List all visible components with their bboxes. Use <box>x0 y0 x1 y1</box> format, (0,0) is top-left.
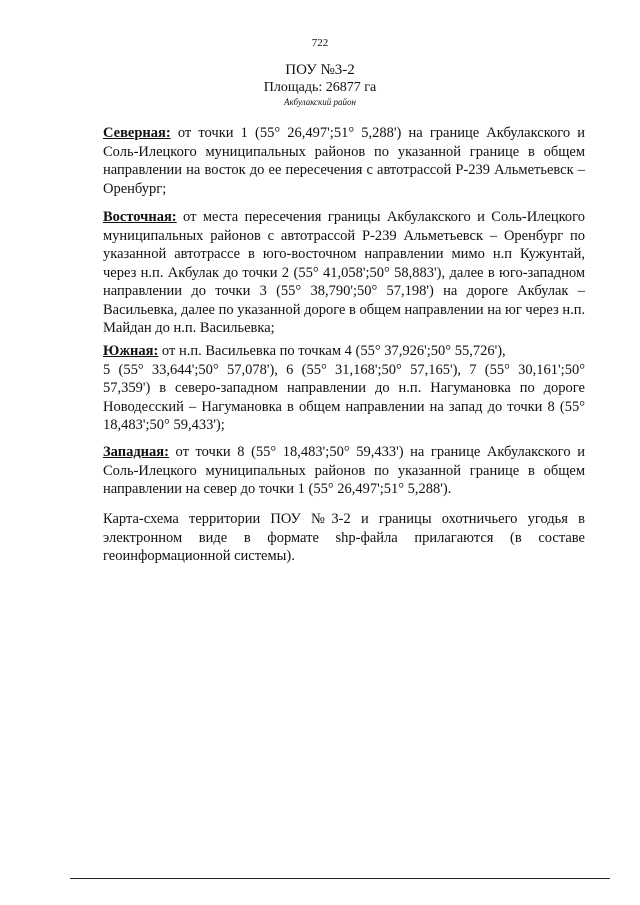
section-south-line-4: 18,483';50° 59,433'); <box>103 417 225 433</box>
section-east-line-3: через н.п. Акбулак до точки 2 (55° 41,058';50° 58,883'), далее в юго-западном <box>103 264 585 281</box>
section-south <box>103 342 585 435</box>
section-south-line-3: Новодесский – Нагумановка в общем направлении на запад до точки 8 (55° <box>103 398 585 415</box>
text-line <box>103 124 585 143</box>
section-note <box>103 510 585 566</box>
section-north-line-2: направлении на восток до ее пересечения с автотрассой Р-239 Альметьевск – <box>103 162 585 178</box>
section-label-north: Северная: <box>103 125 171 141</box>
section-west-line-2: направлении на север до точки 1 (55° 26,497';51° 5,288'). <box>103 481 452 497</box>
section-west-line-0: от точки 8 (55° 18,483';50° 59,433') на границе Акбулакского и <box>168 444 585 460</box>
section-east <box>103 208 585 338</box>
section-east-line-4: направлении до точки 3 (55° 38,790';50° 57,198') на дороге Акбулак – <box>103 283 585 299</box>
section-north-line-1: Соль-Илецкого муниципальных районов по указанной границе в общем <box>103 143 585 160</box>
section-west <box>103 443 585 499</box>
section-west-line-1: Соль-Илецкого муниципальных районов по указанной границе в общем <box>103 462 585 479</box>
note-line-1: электронном виде в формате shp-файла прилагаются (в составе <box>103 529 585 546</box>
document-area: Площадь: 26877 га <box>263 80 377 95</box>
section-north <box>103 124 585 198</box>
note-line-2: геоинформационной системы). <box>103 548 295 564</box>
section-south-line-0: от н.п. Васильевка по точкам 4 (55° 37,926';50° 55,726'), <box>158 343 506 359</box>
bottom-rule <box>70 878 610 879</box>
section-east-line-6: Майдан до н.п. Васильевка; <box>103 320 275 336</box>
section-south-line-1: 5 (55° 33,644';50° 57,078'), 6 (55° 31,168';50° 57,165'), 7 (55° 30,161';50° <box>103 361 585 378</box>
section-east-line-2: указанной автотрассе в юго-восточном направлении мимо н.п Кужунтай, <box>103 246 585 262</box>
document-title: ПОУ №3-2 <box>285 62 355 78</box>
section-label-south: Южная: <box>103 343 159 359</box>
note-line-0: Карта-схема территории ПОУ №3-2 и границы охотничьего угодья в <box>103 511 585 527</box>
text-line <box>103 443 585 462</box>
section-south-line-2: 57,359') в северо-западном направлении до н.п. Нагумановка по дороге <box>103 380 585 396</box>
section-east-line-1: муниципальных районов с автотрассой Р-239 Альметьевск – Оренбург по <box>103 227 585 244</box>
section-east-line-5: Васильевка, далее по указанной дороге в общем направлении на юг через н.п. <box>103 301 586 318</box>
section-north-line-3: Оренбург; <box>103 180 167 197</box>
section-label-east: Восточная: <box>103 209 177 225</box>
section-east-line-0: от места пересечения границы Акбулакского и Соль-Илецкого <box>176 209 585 225</box>
text-line <box>103 208 585 227</box>
text-line <box>103 342 585 361</box>
section-label-west: Западная: <box>103 444 169 460</box>
document-district: Акбулакский район <box>284 97 356 107</box>
section-north-line-0: от точки 1 (55° 26,497';51° 5,288') на границе Акбулакского и <box>170 125 585 141</box>
page-number: 722 <box>311 37 329 49</box>
